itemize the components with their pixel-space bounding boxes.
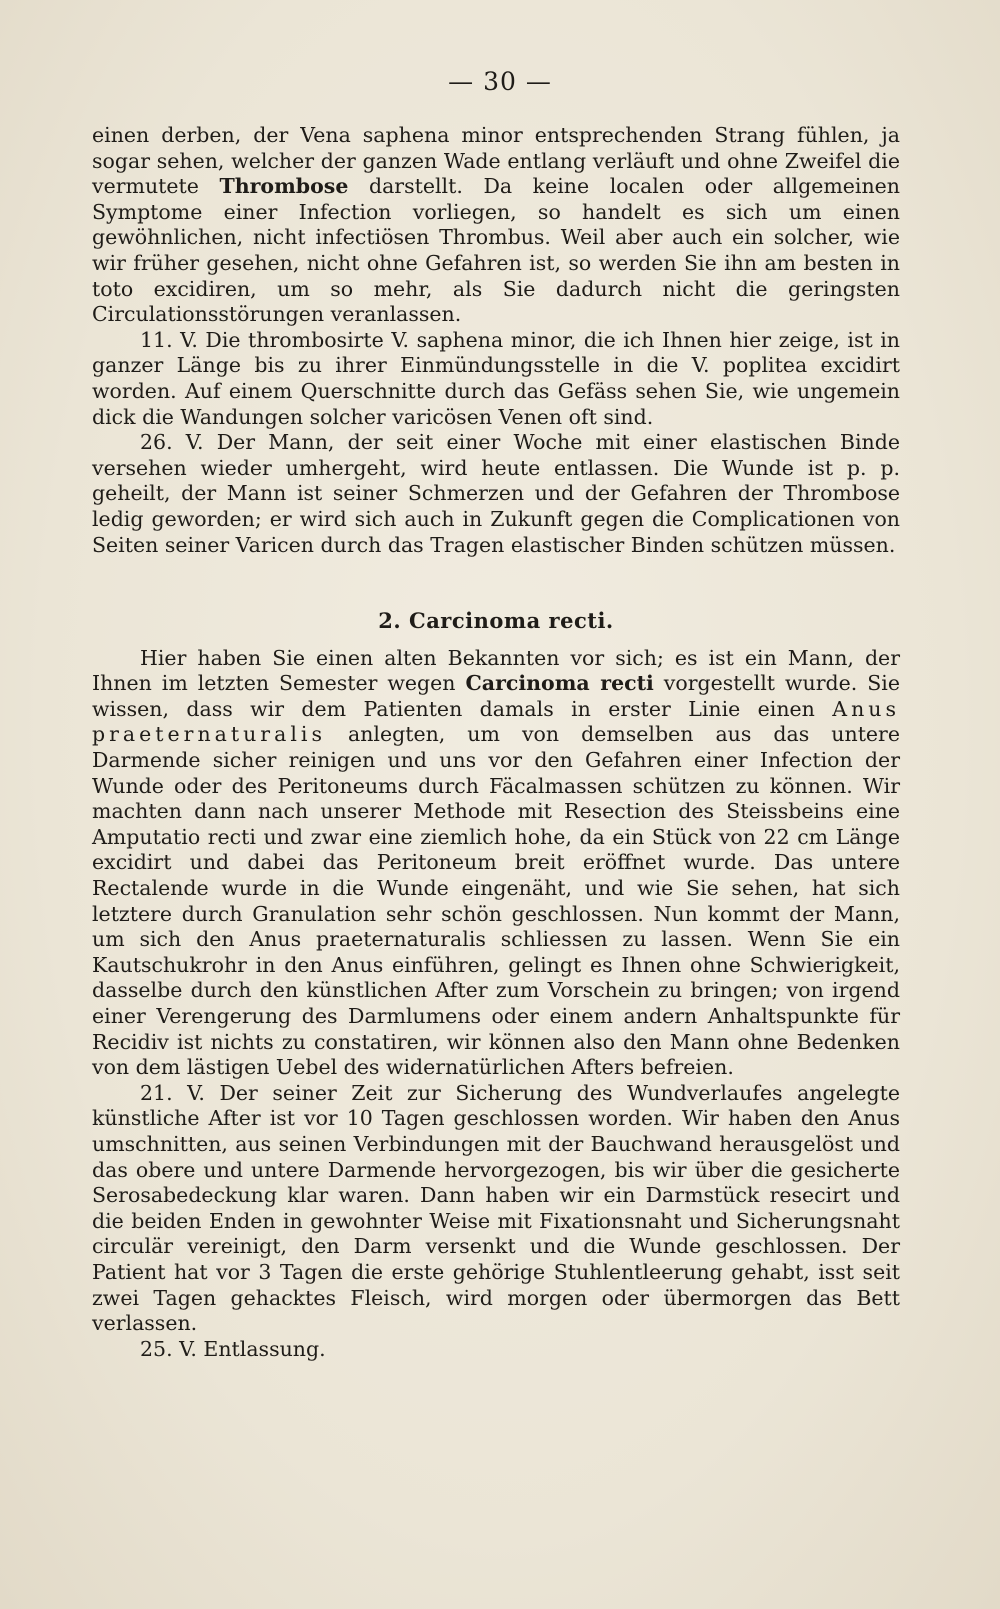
paragraph-entry-11-v — [92, 328, 900, 430]
bold-term-thrombose: Thrombose — [219, 174, 349, 199]
text-run: 26. V. Der Mann, der seit einer Woche mit einer elastischen Binde versehen wieder umhergeht, wird heute entlassen. Die Wunde ist p. p. geheilt, der Mann ist seiner Schmerzen und der Gefahren der Thrombose ledig geworden; er wird sich auch in Zukunft gegen die Complicationen von Seiten seiner Varicen durch das Tragen elastischer Binden schützen müssen. — [92, 430, 900, 557]
paragraph-entry-21-v — [92, 1081, 900, 1337]
text-run: vorgestellt wurde. Sie wissen, dass wir dem Patienten damals in erster Linie einen — [92, 671, 900, 721]
text-run: Hier haben Sie einen alten Bekannten vor sich; es ist ein Mann, der Ihnen im letzten Semester wegen — [92, 645, 900, 696]
bold-term-carcinoma-recti: Carcinoma recti — [465, 671, 654, 696]
text-run: einen derben, der Vena saphena minor entsprechenden Strang fühlen, ja sogar sehen, welcher der ganzen Wade entlang verläuft und ohne Zweifel die vermutete — [92, 123, 900, 199]
text-run: darstellt. Da keine localen oder allgemeinen Symptome einer Infection vorliegen, so handelt es sich um einen gewöhnlichen, nicht infectiösen Thrombus. Weil aber auch ein solcher, wie wir früher gesehen, nicht ohne Gefahren ist, so werden Sie ihn am besten in toto excidiren, um so mehr, als Sie dadurch nicht die geringsten Circulationsstörungen veranlassen. — [92, 174, 900, 327]
page-number: — 30 — — [448, 67, 552, 96]
spaced-term-anus-praeternaturalis: Anus praeternaturalis — [92, 696, 900, 747]
section-heading-carcinoma-recti: 2. Carcinoma recti. — [378, 608, 614, 634]
text-run: anlegten, um von demselben aus das untere Darmende sicher reinigen und uns vor den Gefahren einer Infection der Wunde oder des Peritoneums durch Fäcalmassen schützen zu können. Wir machten dann nach unserer Methode mit Resection des Steissbeins eine Amputatio recti und zwar eine ziemlich hohe, da ein Stück von 22 cm Länge excidirt und dabei das Peritoneum breit eröffnet wurde. Das untere Rectalende wurde in die Wunde eingenäht, und wie Sie sehen, hat sich letztere durch Granulation sehr schön geschlossen. Nun kommt der Mann, um sich den Anus praeternaturalis schliessen zu lassen. Wenn Sie ein Kautschukrohr in den Anus einführen, gelingt es Ihnen ohne Schwierigkeit, dasselbe durch den künstlichen After zum Vorschein zu bringen; von irgend einer Verengerung des Darmlumens oder einem andern Anhaltspunkte für Recidiv ist nichts zu constatiren, wir können also den Mann ohne Bedenken von dem lästigen Uebel des widernatürlichen Afters befreien. — [92, 722, 900, 1080]
text-run: 25. V. Entlassung. — [140, 1336, 326, 1361]
body-text — [92, 123, 900, 1362]
paragraph-entry-25-v — [92, 1337, 900, 1363]
text-run: 11. V. Die thrombosirte V. saphena minor, die ich Ihnen hier zeige, ist in ganzer Länge bis zu ihrer Einmündungsstelle in die V. poplitea excidirt worden. Auf einem Querschnitte durch das Gefäss sehen Sie, wie ungemein dick die Wandungen solcher varicösen Venen oft sind. — [92, 327, 900, 429]
paragraph-entry-26-v — [92, 430, 900, 558]
paragraph-carcinoma-intro — [92, 646, 900, 1081]
paragraph-thrombus — [92, 123, 900, 328]
text-run: 21. V. Der seiner Zeit zur Sicherung des Wundverlaufes angelegte künstliche After ist vor 10 Tagen geschlossen worden. Wir haben den Anus umschnitten, aus seinen Verbindungen mit der Bauchwand herausgelöst und das obere und untere Darmende hervorgezogen, bis wir über die gesicherte Serosabedeckung klar waren. Dann haben wir ein Darmstück resecirt und die beiden Enden in gewohnter Weise mit Fixationsnaht und Sicherungsnaht circulär vereinigt, den Darm versenkt und die Wunde geschlossen. Der Patient hat vor 3 Tagen die erste gehörige Stuhlentleerung gehabt, isst seit zwei Tagen gehacktes Fleisch, wird morgen oder übermorgen das Bett verlassen. — [92, 1080, 900, 1336]
